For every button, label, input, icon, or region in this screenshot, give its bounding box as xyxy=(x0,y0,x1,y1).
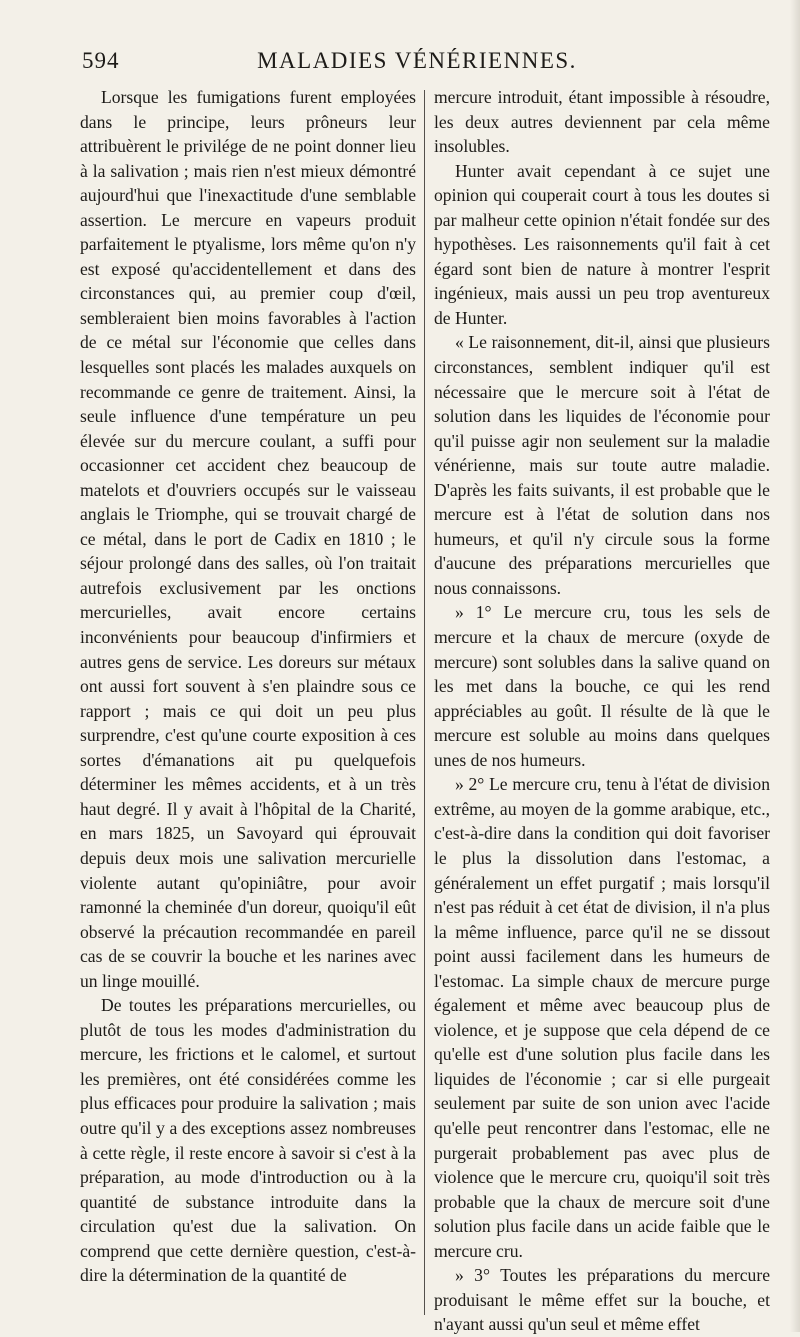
left-column xyxy=(80,85,416,1288)
paragraph: Lorsque les fumigations furent employées dans le principe, leurs prôneurs leur attribuèrent le privilége de ne point donner lieu à la salivation ; mais rien n'est mieux démontré aujourd'hui que l'inexactitude d'une semblable assertion. Le mercure en vapeurs produit parfaitement le ptyalisme, lors même qu'on n'y est exposé qu'accidentellement et dans des circonstances qui, au premier coup d'œil, sembleraient bien moins favorables à l'action de ce métal sur l'économie que celles dans lesquelles sont placés les malades auxquels on recommande ce genre de traitement. Ainsi, la seule influence d'une température un peu élevée sur du mercure coulant, a suffi pour occasionner cet accident chez beaucoup de matelots et d'ouvriers occupés sur le vaisseau anglais le Triomphe, qui se trouvait chargé de ce métal, dans le port de Cadix en 1810 ; le séjour prolongé dans des salles, où l'on traitait autrefois exclusivement par les onctions mercurielles, avait encore certains inconvénients pour beaucoup d'infirmiers et autres gens de service. Les doreurs sur métaux ont aussi fort souvent à s'en plaindre sous ce rapport ; mais ce qui doit un peu plus surprendre, c'est qu'une courte exposition à ces sortes d'émanations ait pu quelquefois déterminer les mêmes accidents, et à un très haut degré. Il y avait à l'hôpital de la Charité, en mars 1825, un Savoyard qui éprouvait depuis deux mois une salivation mercurielle violente autant qu'opiniâtre, pour avoir ramonné la cheminée d'un doreur, quoiqu'il eût observé la précaution recommandée en pareil cas de se couvrir la bouche et les narines avec un linge mouillé. xyxy=(80,87,416,991)
paragraph: » 3° Toutes les préparations du mercure produisant le même effet sur la bouche, et n'ayant aussi qu'un seul et même effet xyxy=(434,1265,770,1335)
paragraph: » 2° Le mercure cru, tenu à l'état de division extrême, au moyen de la gomme arabique, etc., c'est-à-dire dans la condition qui doit favoriser le plus la dissolution dans l'estomac, a généralement un effet purgatif ; mais lorsqu'il n'est pas réduit à cet état de division, il n'a plus la même influence, parce qu'il ne se dissout point aussi facilement dans les humeurs de l'estomac. La simple chaux de mercure purge également et même avec beaucoup plus de violence, et je suppose que cela dépend de ce qu'elle est d'une solution plus facile dans les liquides de l'économie ; car si elle purgeait seulement par suite de son union avec l'acide qu'elle peut rencontrer dans l'estomac, elle ne purgerait probablement pas avec plus de violence que le mercure cru, quoiqu'il soit très probable que la chaux de mercure soit d'une solution plus facile dans un acide faible que le mercure cru. xyxy=(434,774,770,1261)
page-edge-shadow xyxy=(790,0,800,1332)
page-number: 594 xyxy=(82,48,120,73)
running-head xyxy=(82,48,782,78)
paragraph: « Le raisonnement, dit-il, ainsi que plusieurs circonstances, semblent indiquer qu'il est nécessaire que le mercure soit à l'état de solution dans les liquides de l'économie pour qu'il puisse agir non seulement sur la maladie vénérienne, mais sur toute autre maladie. D'après les faits suivants, il est probable que le mercure est à l'état de solution dans nos humeurs, et qu'il n'y circule sous la forme d'aucune des préparations mercurielles que nous connaissons. xyxy=(434,332,770,598)
running-title: MALADIES VÉNÉRIENNES. xyxy=(257,48,577,73)
paragraph: De toutes les préparations mercurielles, ou plutôt de tous les modes d'administration du mercure, les frictions et le calomel, et surtout les premières, ont été considérées comme les plus efficaces pour produire la salivation ; mais outre qu'il y a des exceptions assez nombreuses à cette règle, il reste encore à savoir si c'est à la préparation, au mode d'introduction ou à la quantité de substance introduite dans la circulation qu'est due la salivation. On comprend que cette dernière question, c'est-à-dire la détermination de la quantité de xyxy=(80,995,416,1286)
paragraph: Hunter avait cependant à ce sujet une opinion qui couperait court à tous les doutes si par malheur cette opinion n'était fondée sur des hypothèses. Les raisonnements qu'il fait à cet égard sont bien de nature à montrer l'esprit ingénieux, mais aussi un peu trop aventureux de Hunter. xyxy=(434,160,770,328)
paragraph: » 1° Le mercure cru, tous les sels de mercure et la chaux de mercure (oxyde de mercure) sont solubles dans la salive quand on les met dans la bouche, ce qui les rend appréciables au goût. Il résulte de là que le mercure est soluble au moins dans quelques unes de nos humeurs. xyxy=(434,602,770,770)
paragraph: mercure introduit, étant impossible à résoudre, les deux autres deviennent par cela même insolubles. xyxy=(434,87,770,157)
column-divider xyxy=(424,90,425,1315)
right-column xyxy=(434,85,770,1337)
